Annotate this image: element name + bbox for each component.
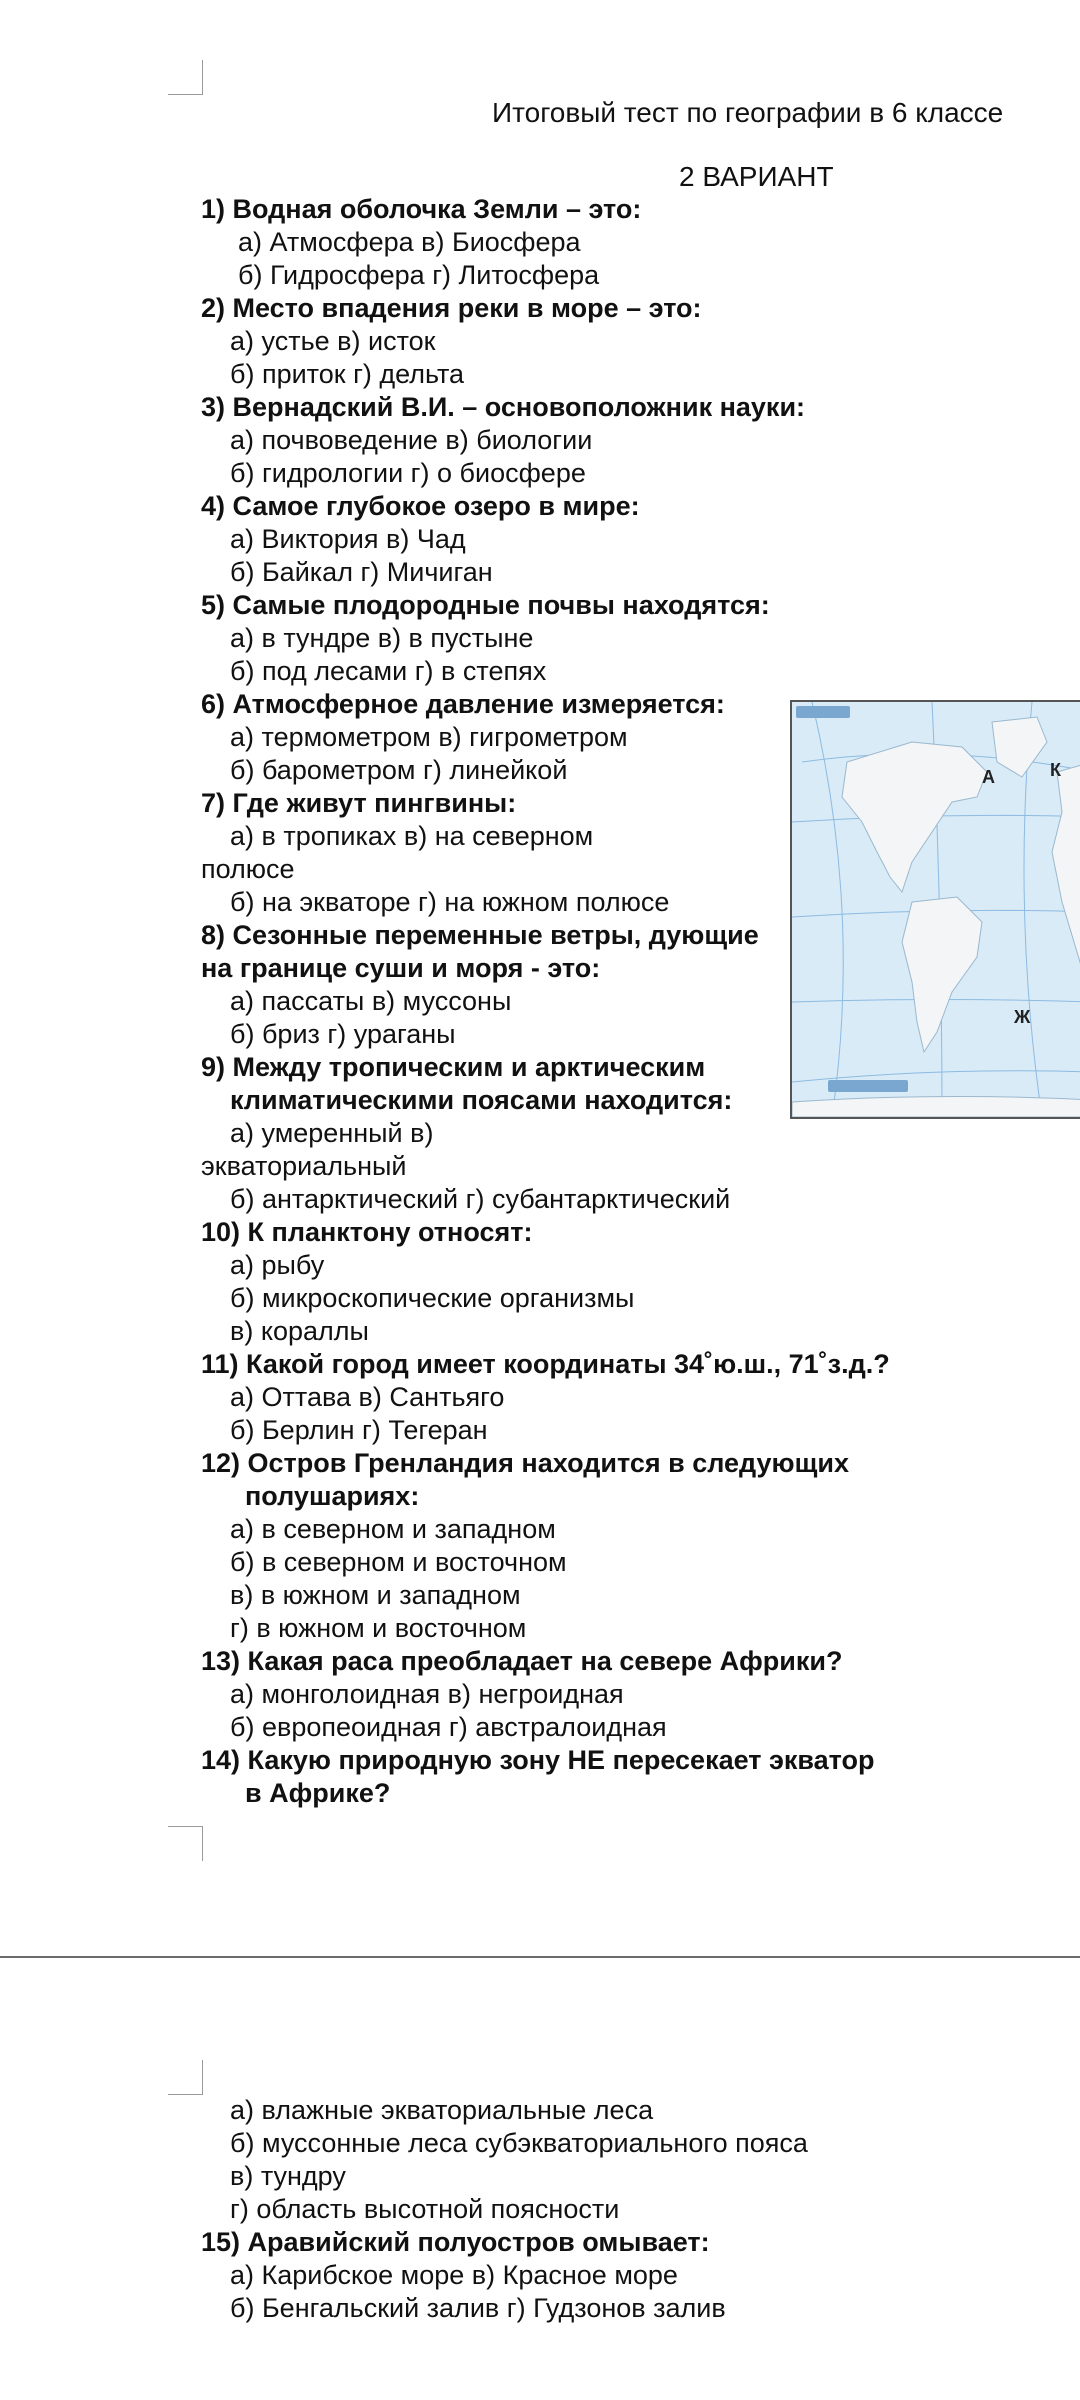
- answer-line: а) монголоидная в) негроидная: [230, 1679, 624, 1709]
- answer-line: б) Гидросфера г) Литосфера: [238, 260, 600, 290]
- question-9: 9) Между тропическим и арктическим: [201, 1052, 706, 1082]
- question-13: 13) Какая раса преобладает на севере Африки?: [201, 1646, 843, 1676]
- document-title: Итоговый тест по географии в 6 классе: [492, 97, 1004, 128]
- answer-line: а) Оттава в) Сантьяго: [230, 1382, 505, 1412]
- question-4: 4) Самое глубокое озеро в мире:: [201, 491, 640, 521]
- question-6: 6) Атмосферное давление измеряется:: [201, 689, 725, 719]
- answer-line: а) в тундре в) в пустыне: [230, 623, 534, 653]
- question-14: 14) Какую природную зону НЕ пересекает экватор: [201, 1745, 875, 1775]
- crop-mark-top: [168, 60, 203, 95]
- answer-line: б) антарктический г) субантарктический: [230, 1184, 731, 1214]
- question-14-cont: в Африке?: [245, 1778, 391, 1808]
- question-11: 11) Какой город имеет координаты 34˚ю.ш., 71˚з.д.?: [201, 1349, 890, 1379]
- map-label-k: К: [1050, 760, 1061, 780]
- answer-line: б) Бенгальский залив г) Гудзонов залив: [230, 2293, 726, 2323]
- map-drawing: [792, 702, 1080, 1117]
- question-12: 12) Остров Гренландия находится в следующих: [201, 1448, 849, 1478]
- answer-line: г) в южном и восточном: [230, 1613, 527, 1643]
- question-15: 15) Аравийский полуостров омывает:: [201, 2227, 710, 2257]
- answer-line: в) тундру: [230, 2161, 346, 2191]
- answer-line: б) гидрологии г) о биосфере: [230, 458, 586, 488]
- answer-line: а) термометром в) гигрометром: [230, 722, 628, 752]
- answer-line: б) приток г) дельта: [230, 359, 465, 389]
- answer-line: полюсе: [201, 854, 295, 884]
- question-8-cont: на границе суши и моря - это:: [201, 953, 601, 983]
- map-label-a: А: [982, 767, 995, 787]
- answer-line: в) кораллы: [230, 1316, 369, 1346]
- answer-line: а) в северном и западном: [230, 1514, 556, 1544]
- crop-mark-page2: [168, 2060, 203, 2095]
- answer-line: б) под лесами г) в степях: [230, 656, 547, 686]
- map-scale-badge: [828, 1080, 908, 1092]
- question-8: 8) Сезонные переменные ветры, дующие: [201, 920, 759, 950]
- question-9-cont: климатическими поясами находится:: [230, 1085, 733, 1115]
- answer-line: б) Байкал г) Мичиган: [230, 557, 493, 587]
- answer-line: а) Атмосфера в) Биосфера: [238, 227, 581, 257]
- answer-line: а) Виктория в) Чад: [230, 524, 466, 554]
- answer-line: а) устье в) исток: [230, 326, 436, 356]
- answer-line: б) Берлин г) Тегеран: [230, 1415, 488, 1445]
- answer-line: а) рыбу: [230, 1250, 325, 1280]
- answer-line: а) Карибское море в) Красное море: [230, 2260, 678, 2290]
- answer-line: а) влажные экваториальные леса: [230, 2095, 654, 2125]
- map-label-zh: Ж: [1014, 1007, 1031, 1027]
- answer-line: г) область высотной поясности: [230, 2194, 620, 2224]
- crop-mark-bottom: [168, 1826, 203, 1861]
- world-map-image: [790, 700, 1080, 1119]
- answer-line: а) в тропиках в) на северном: [230, 821, 594, 851]
- answer-line: б) микроскопические организмы: [230, 1283, 635, 1313]
- question-7: 7) Где живут пингвины:: [201, 788, 517, 818]
- answer-line: б) бриз г) ураганы: [230, 1019, 456, 1049]
- answer-line: б) на экваторе г) на южном полюсе: [230, 887, 670, 917]
- question-3: 3) Вернадский В.И. – основоположник науки:: [201, 392, 806, 422]
- map-corner-badge: [796, 706, 850, 718]
- answer-line: б) барометром г) линейкой: [230, 755, 568, 785]
- question-2: 2) Место впадения реки в море – это:: [201, 293, 702, 323]
- answer-line: а) умеренный в): [230, 1118, 434, 1148]
- answer-line: б) муссонные леса субэкваториального пояса: [230, 2128, 808, 2158]
- question-12-cont: полушариях:: [245, 1481, 420, 1511]
- question-10: 10) К планктону относят:: [201, 1217, 533, 1247]
- answer-line: б) в северном и восточном: [230, 1547, 567, 1577]
- answer-line: а) пассаты в) муссоны: [230, 986, 512, 1016]
- answer-line: б) европеоидная г) австралоидная: [230, 1712, 667, 1742]
- question-5: 5) Самые плодородные почвы находятся:: [201, 590, 770, 620]
- answer-line: экваториальный: [201, 1151, 407, 1181]
- question-1: 1) Водная оболочка Земли – это:: [201, 194, 642, 224]
- answer-line: в) в южном и западном: [230, 1580, 521, 1610]
- variant-heading: 2 ВАРИАНТ: [679, 161, 834, 192]
- answer-line: а) почвоведение в) биологии: [230, 425, 593, 455]
- page-separator: [0, 1956, 1080, 1958]
